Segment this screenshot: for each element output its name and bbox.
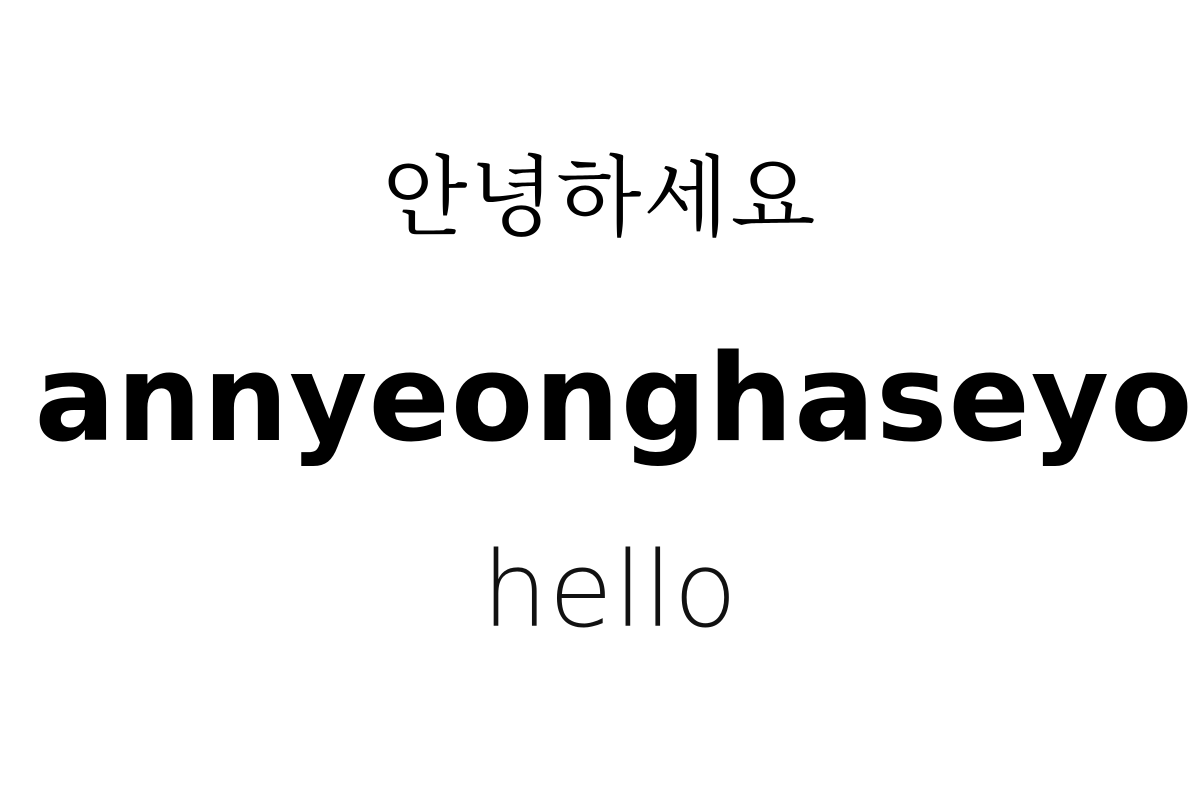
korean-text: 안녕하세요 xyxy=(382,146,818,249)
romanization-text: annyeonghaseyo xyxy=(34,330,1194,469)
english-translation-text: hello xyxy=(481,529,739,651)
